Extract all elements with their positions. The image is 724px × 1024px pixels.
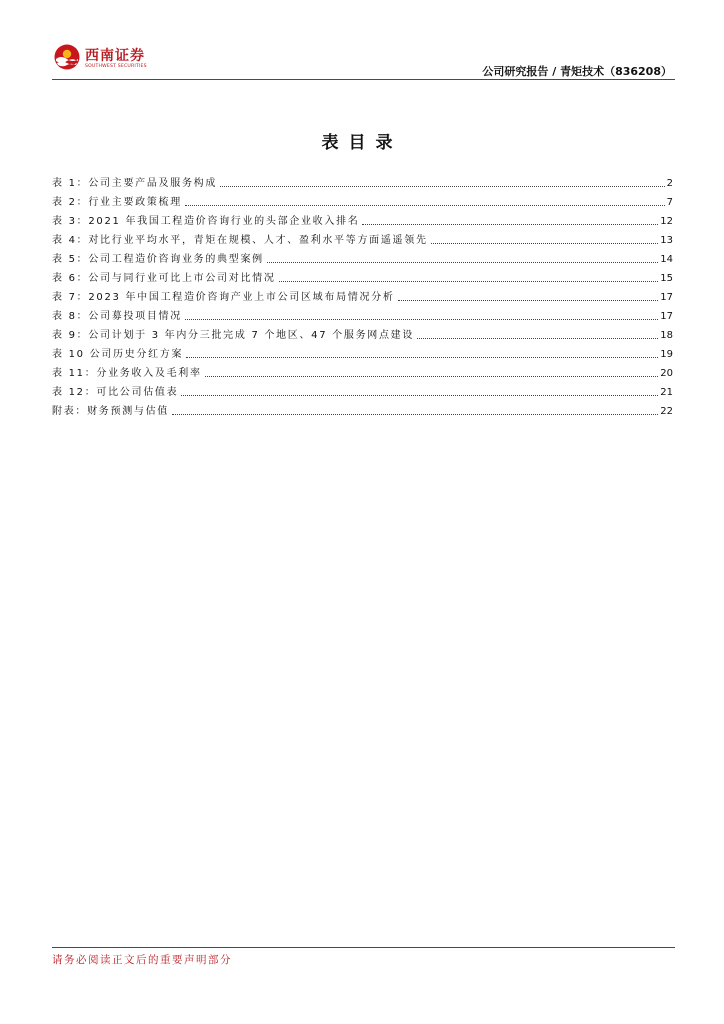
toc-entry[interactable] — [52, 342, 673, 361]
toc-leader-dots — [205, 376, 659, 377]
footer-divider — [52, 947, 675, 948]
toc-entry-page[interactable]: 14 — [660, 254, 673, 265]
toc-entry[interactable] — [52, 285, 673, 304]
toc-entry-page[interactable]: 17 — [660, 292, 673, 303]
footer-disclaimer: 请务必阅读正文后的重要声明部分 — [52, 954, 232, 966]
toc-leader-dots — [185, 319, 658, 320]
brand-name-cn: 西南证券 — [85, 48, 145, 64]
toc-entry-page[interactable]: 7 — [666, 197, 673, 208]
toc-entry-page[interactable]: 2 — [666, 178, 673, 189]
toc-entry[interactable] — [52, 228, 673, 247]
toc-entry-label[interactable]: 表 4：对比行业平均水平，青矩在规模、人才、盈利水平等方面遥遥领先 — [52, 235, 428, 246]
toc-leader-dots — [267, 262, 658, 263]
toc-entry-label[interactable]: 表 3：2021 年我国工程造价咨询行业的头部企业收入排名 — [52, 216, 360, 227]
toc-entry-page[interactable]: 21 — [660, 387, 673, 398]
toc-entry-page[interactable]: 17 — [660, 311, 673, 322]
toc-leader-dots — [431, 243, 659, 244]
toc-leader-dots — [185, 205, 665, 206]
company-logo — [54, 44, 154, 72]
toc-entry[interactable] — [52, 266, 673, 285]
toc-entry-page[interactable]: 20 — [660, 368, 673, 379]
toc-leader-dots — [220, 186, 665, 187]
table-of-contents — [52, 171, 673, 418]
toc-entry-page[interactable]: 18 — [660, 330, 673, 341]
page-title: 表目录 — [321, 133, 403, 153]
sun-wave-logo-icon — [54, 44, 80, 70]
toc-entry[interactable] — [52, 171, 673, 190]
toc-leader-dots — [279, 281, 659, 282]
brand-name-en: SOUTHWEST SECURITIES — [85, 64, 147, 69]
page-header — [0, 0, 724, 82]
toc-entry[interactable] — [52, 209, 673, 228]
report-title: 公司研究报告 / 青矩技术（836208） — [482, 65, 672, 78]
toc-entry-label[interactable]: 表 8：公司募投项目情况 — [52, 311, 182, 322]
toc-leader-dots — [172, 414, 658, 415]
toc-entry[interactable] — [52, 380, 673, 399]
header-divider — [52, 79, 675, 80]
toc-entry-page[interactable]: 15 — [660, 273, 673, 284]
toc-entry-label[interactable]: 表 9：公司计划于 3 年内分三批完成 7 个地区、47 个服务网点建设 — [52, 330, 415, 341]
toc-entry-label[interactable]: 附表：财务预测与估值 — [52, 406, 169, 417]
toc-entry[interactable] — [52, 190, 673, 209]
toc-entry[interactable] — [52, 323, 673, 342]
toc-entry-page[interactable]: 13 — [660, 235, 673, 246]
toc-entry-label[interactable]: 表 11：分业务收入及毛利率 — [52, 368, 202, 379]
toc-entry-page[interactable]: 22 — [660, 406, 673, 417]
toc-entry-label[interactable]: 表 1：公司主要产品及服务构成 — [52, 178, 218, 189]
toc-entry-label[interactable]: 表 7：2023 年中国工程造价咨询产业上市公司区域布局情况分析 — [52, 292, 395, 303]
toc-leader-dots — [398, 300, 659, 301]
toc-entry[interactable] — [52, 247, 673, 266]
toc-entry-label[interactable]: 表 6：公司与同行业可比上市公司对比情况 — [52, 273, 276, 284]
toc-entry[interactable] — [52, 361, 673, 380]
toc-entry[interactable] — [52, 304, 673, 323]
toc-leader-dots — [417, 338, 658, 339]
toc-entry-label[interactable]: 表 2：行业主要政策梳理 — [52, 197, 182, 208]
toc-entry-label[interactable]: 表 12：可比公司估值表 — [52, 387, 179, 398]
toc-leader-dots — [362, 224, 658, 225]
toc-entry-label[interactable]: 表 5：公司工程造价咨询业务的典型案例 — [52, 254, 264, 265]
toc-entry-label[interactable]: 表 10 公司历史分红方案 — [52, 349, 184, 360]
toc-entry-page[interactable]: 12 — [660, 216, 673, 227]
toc-leader-dots — [181, 395, 658, 396]
toc-leader-dots — [186, 357, 658, 358]
toc-entry-page[interactable]: 19 — [660, 349, 673, 360]
toc-entry[interactable] — [52, 399, 673, 418]
